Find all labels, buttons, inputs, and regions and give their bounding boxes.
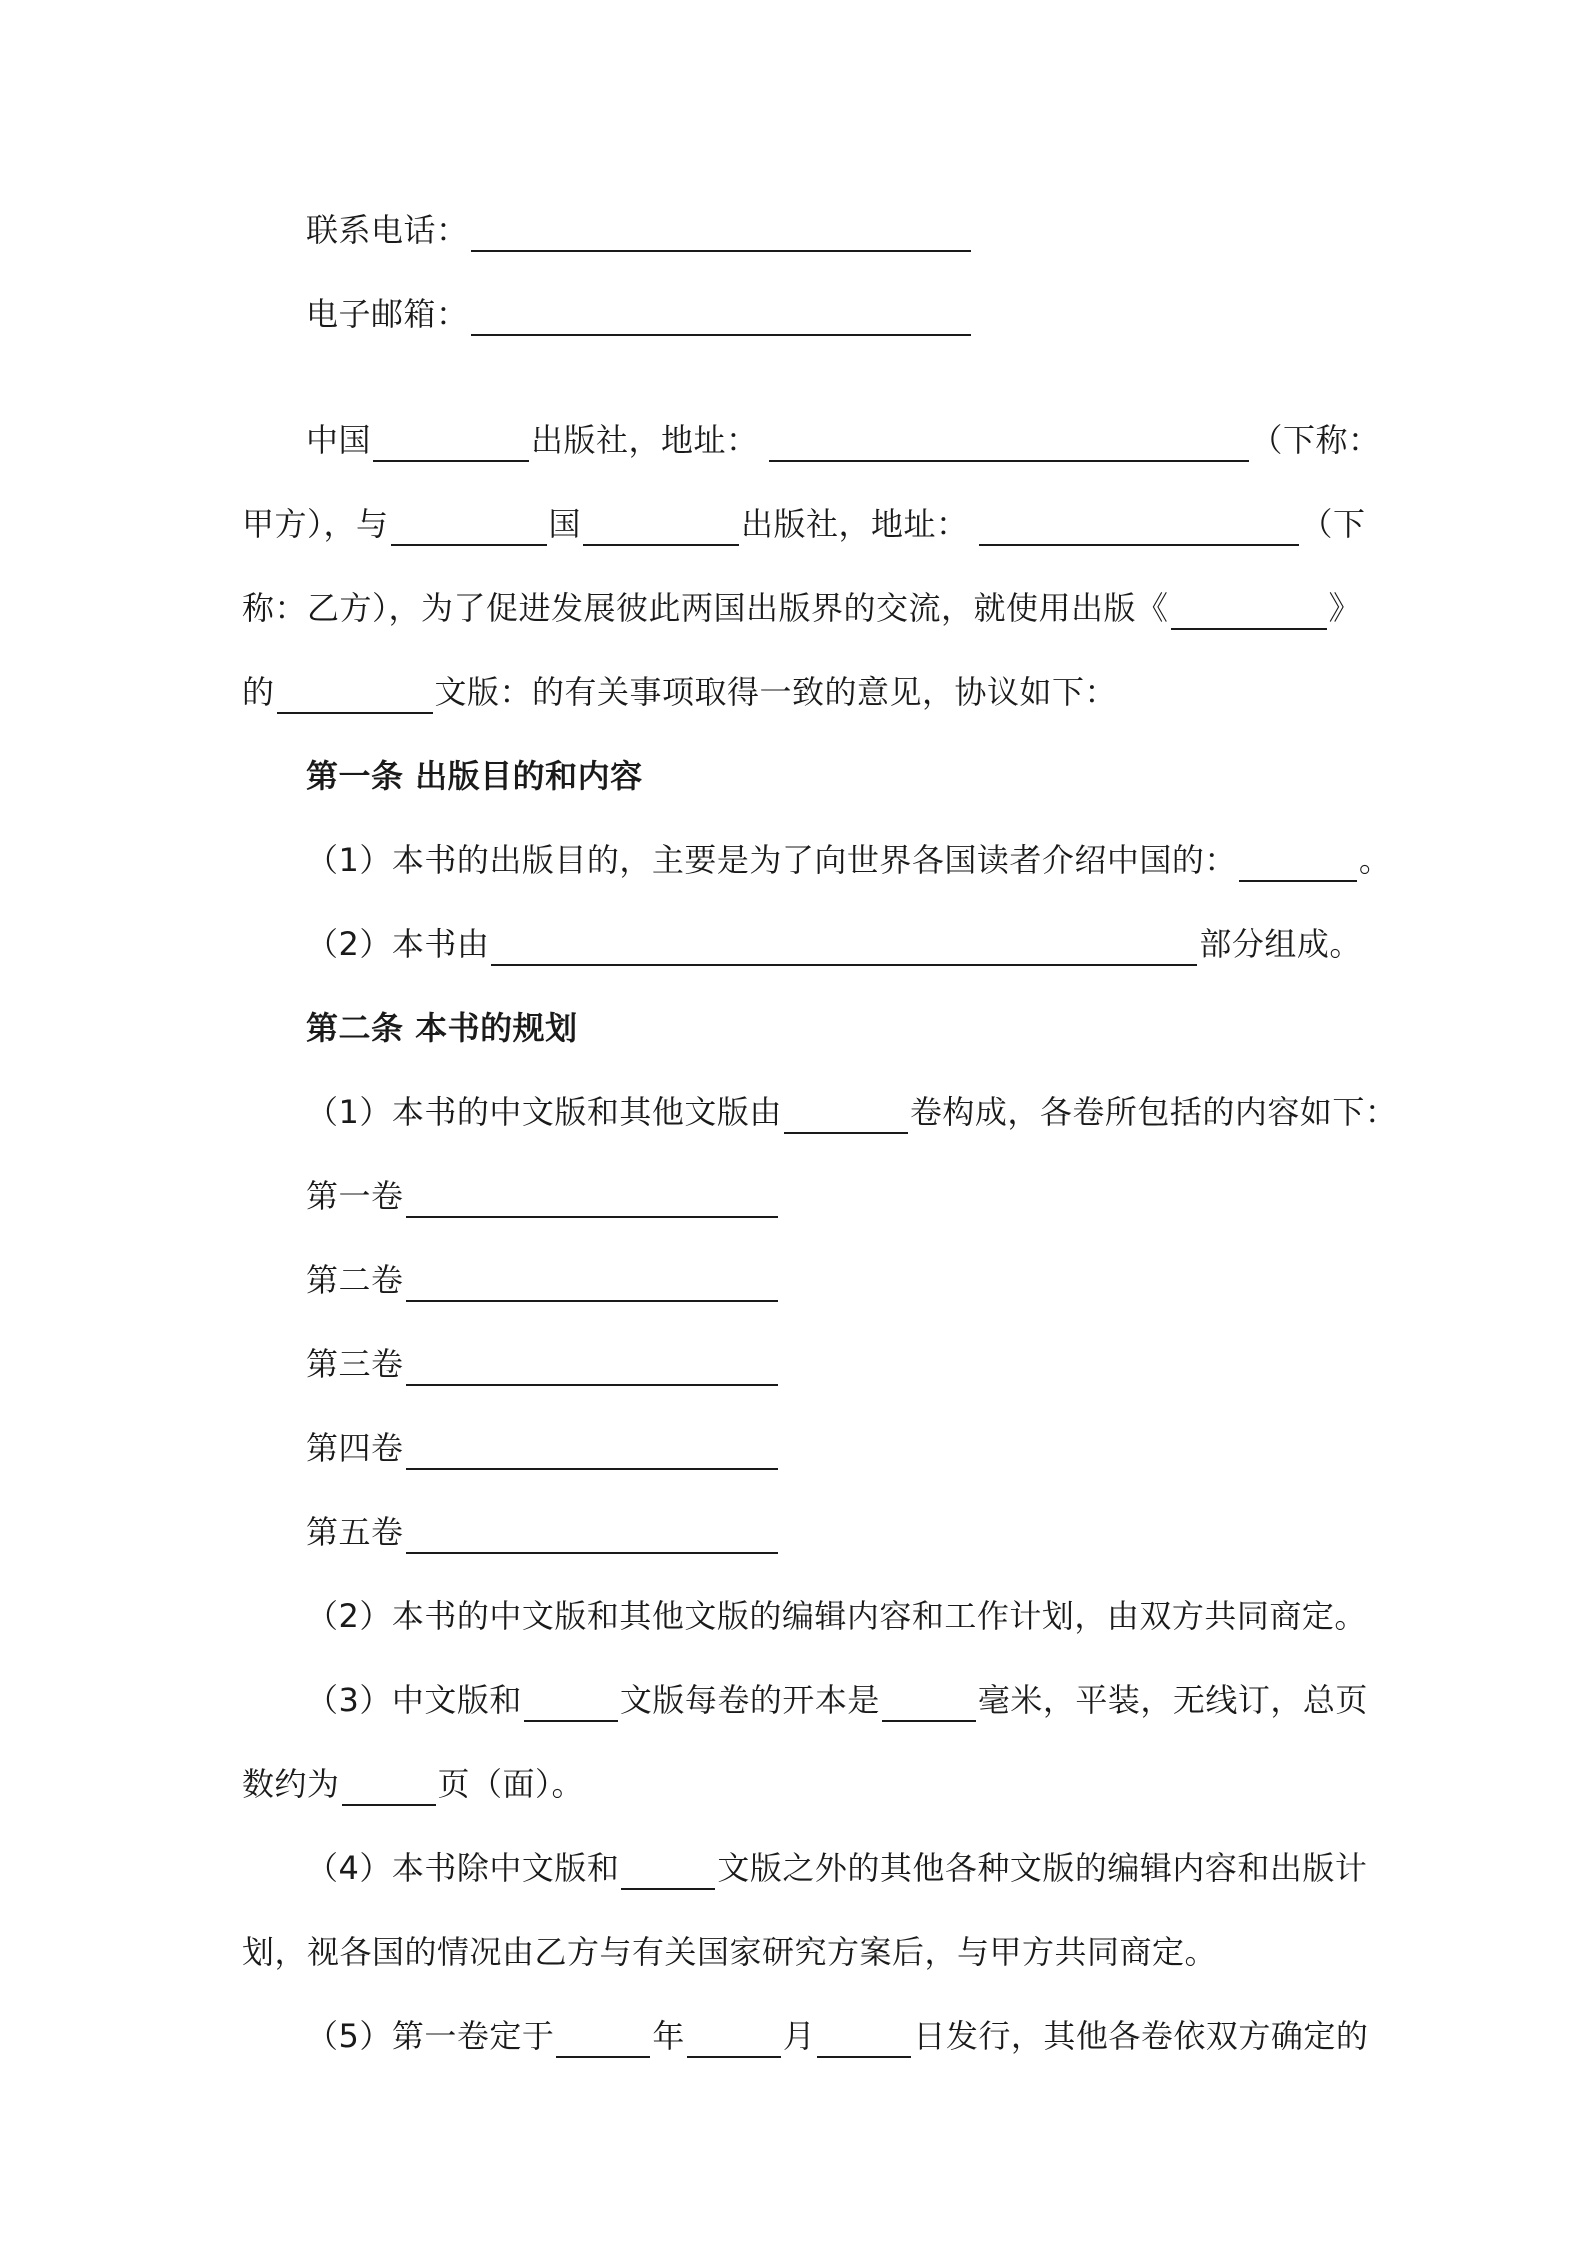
volume-label: 第四卷: [306, 1429, 404, 1467]
article-2-item-4-cont: 划，视各国的情况由乙方与有关国家研究方案后，与甲方共同商定。: [242, 1933, 1218, 1971]
text: （1）本书的中文版和其他文版由: [306, 1093, 782, 1131]
volume-1-blank[interactable]: [406, 1180, 778, 1218]
phone-blank[interactable]: [471, 214, 971, 252]
text: 部分组成。: [1199, 925, 1362, 963]
article-1-item-2: [306, 922, 1362, 966]
text: 卷构成，各卷所包括的内容如下：: [909, 1093, 1398, 1131]
volume-row: [306, 1510, 780, 1554]
parts-blank[interactable]: [491, 928, 1197, 966]
volume-label: 第一卷: [306, 1177, 404, 1215]
article-1-title: 第一条 出版目的和内容: [306, 757, 643, 795]
volume-4-blank[interactable]: [406, 1432, 778, 1470]
phone-label: 联系电话：: [306, 211, 469, 249]
text: （4）本书除中文版和: [306, 1849, 620, 1887]
text: （5）第一卷定于: [306, 2017, 555, 2055]
day-blank[interactable]: [817, 2020, 911, 2058]
text: 中国: [306, 421, 372, 459]
month-blank[interactable]: [687, 2020, 781, 2058]
volume-row: [306, 1258, 780, 1302]
text: 文版之外的其他各种文版的编辑内容和出版计: [717, 1849, 1368, 1887]
book-title-blank[interactable]: [1171, 592, 1327, 630]
email-blank[interactable]: [471, 298, 971, 336]
text: 数约为: [242, 1765, 340, 1803]
volume-row: [306, 1426, 780, 1470]
text: （1）本书的出版目的，主要是为了向世界各国读者介绍中国的：: [306, 841, 1237, 879]
party-b-address-blank[interactable]: [979, 508, 1299, 546]
text: 》: [1328, 589, 1362, 627]
year-blank[interactable]: [556, 2020, 650, 2058]
text: 年: [652, 2017, 685, 2055]
volume-row: [306, 1174, 780, 1218]
text: 出版社，地址：: [741, 505, 969, 543]
purpose-blank[interactable]: [1239, 844, 1357, 882]
volume-2-blank[interactable]: [406, 1264, 778, 1302]
parties-line-4: [242, 670, 1117, 714]
other-language-blank[interactable]: [621, 1852, 715, 1890]
text: 称：乙方），为了促进发展彼此两国出版界的交流，就使用出版《: [242, 589, 1169, 627]
parties-line-1: [306, 418, 1381, 462]
article-2-item-3-cont: [242, 1762, 584, 1806]
text: 月: [782, 2017, 816, 2055]
edition-language-blank[interactable]: [524, 1684, 618, 1722]
article-2-item-4: [306, 1846, 1367, 1890]
text: （下称：: [1250, 421, 1381, 459]
text: （下: [1300, 505, 1366, 543]
parties-line-2: [242, 502, 1366, 546]
email-label: 电子邮箱：: [306, 295, 469, 333]
text: 。: [1358, 841, 1392, 879]
volume-5-blank[interactable]: [406, 1516, 778, 1554]
volume-label: 第五卷: [306, 1513, 404, 1551]
format-size-blank[interactable]: [882, 1684, 976, 1722]
text: 甲方），与: [242, 505, 389, 543]
volume-row: [306, 1342, 780, 1386]
party-a-address-blank[interactable]: [769, 424, 1249, 462]
article-2-item-5: [306, 2014, 1368, 2058]
article-2-title: 第二条 本书的规划: [306, 1009, 578, 1047]
country-blank[interactable]: [391, 508, 547, 546]
article-2-item-1: [306, 1090, 1397, 1134]
volume-count-blank[interactable]: [784, 1096, 908, 1134]
party-b-publisher-blank[interactable]: [583, 508, 739, 546]
text: （2）本书由: [306, 925, 490, 963]
page-count-blank[interactable]: [342, 1768, 436, 1806]
email-line: [306, 292, 973, 336]
text: 页（面）。: [437, 1765, 585, 1803]
volume-label: 第二卷: [306, 1261, 404, 1299]
article-2-item-2: （2）本书的中文版和其他文版的编辑内容和工作计划，由双方共同商定。: [306, 1597, 1367, 1635]
phone-line: [306, 208, 973, 252]
text: 文版：的有关事项取得一致的意见，协议如下：: [434, 673, 1118, 711]
text: 毫米，平装，无线订，总页: [977, 1681, 1368, 1719]
article-2-item-3: [306, 1678, 1368, 1722]
text: 日发行，其他各卷依双方确定的: [913, 2017, 1369, 2055]
volume-label: 第三卷: [306, 1345, 404, 1383]
language-blank[interactable]: [277, 676, 433, 714]
text: 国: [548, 505, 582, 543]
publisher-name-blank[interactable]: [373, 424, 529, 462]
volume-3-blank[interactable]: [406, 1348, 778, 1386]
text: 文版每卷的开本是: [619, 1681, 880, 1719]
text: （3）中文版和: [306, 1681, 522, 1719]
text: 的: [242, 673, 275, 711]
text: 出版社，地址：: [531, 421, 759, 459]
article-1-item-1: [306, 838, 1391, 882]
parties-line-3: [242, 586, 1361, 630]
